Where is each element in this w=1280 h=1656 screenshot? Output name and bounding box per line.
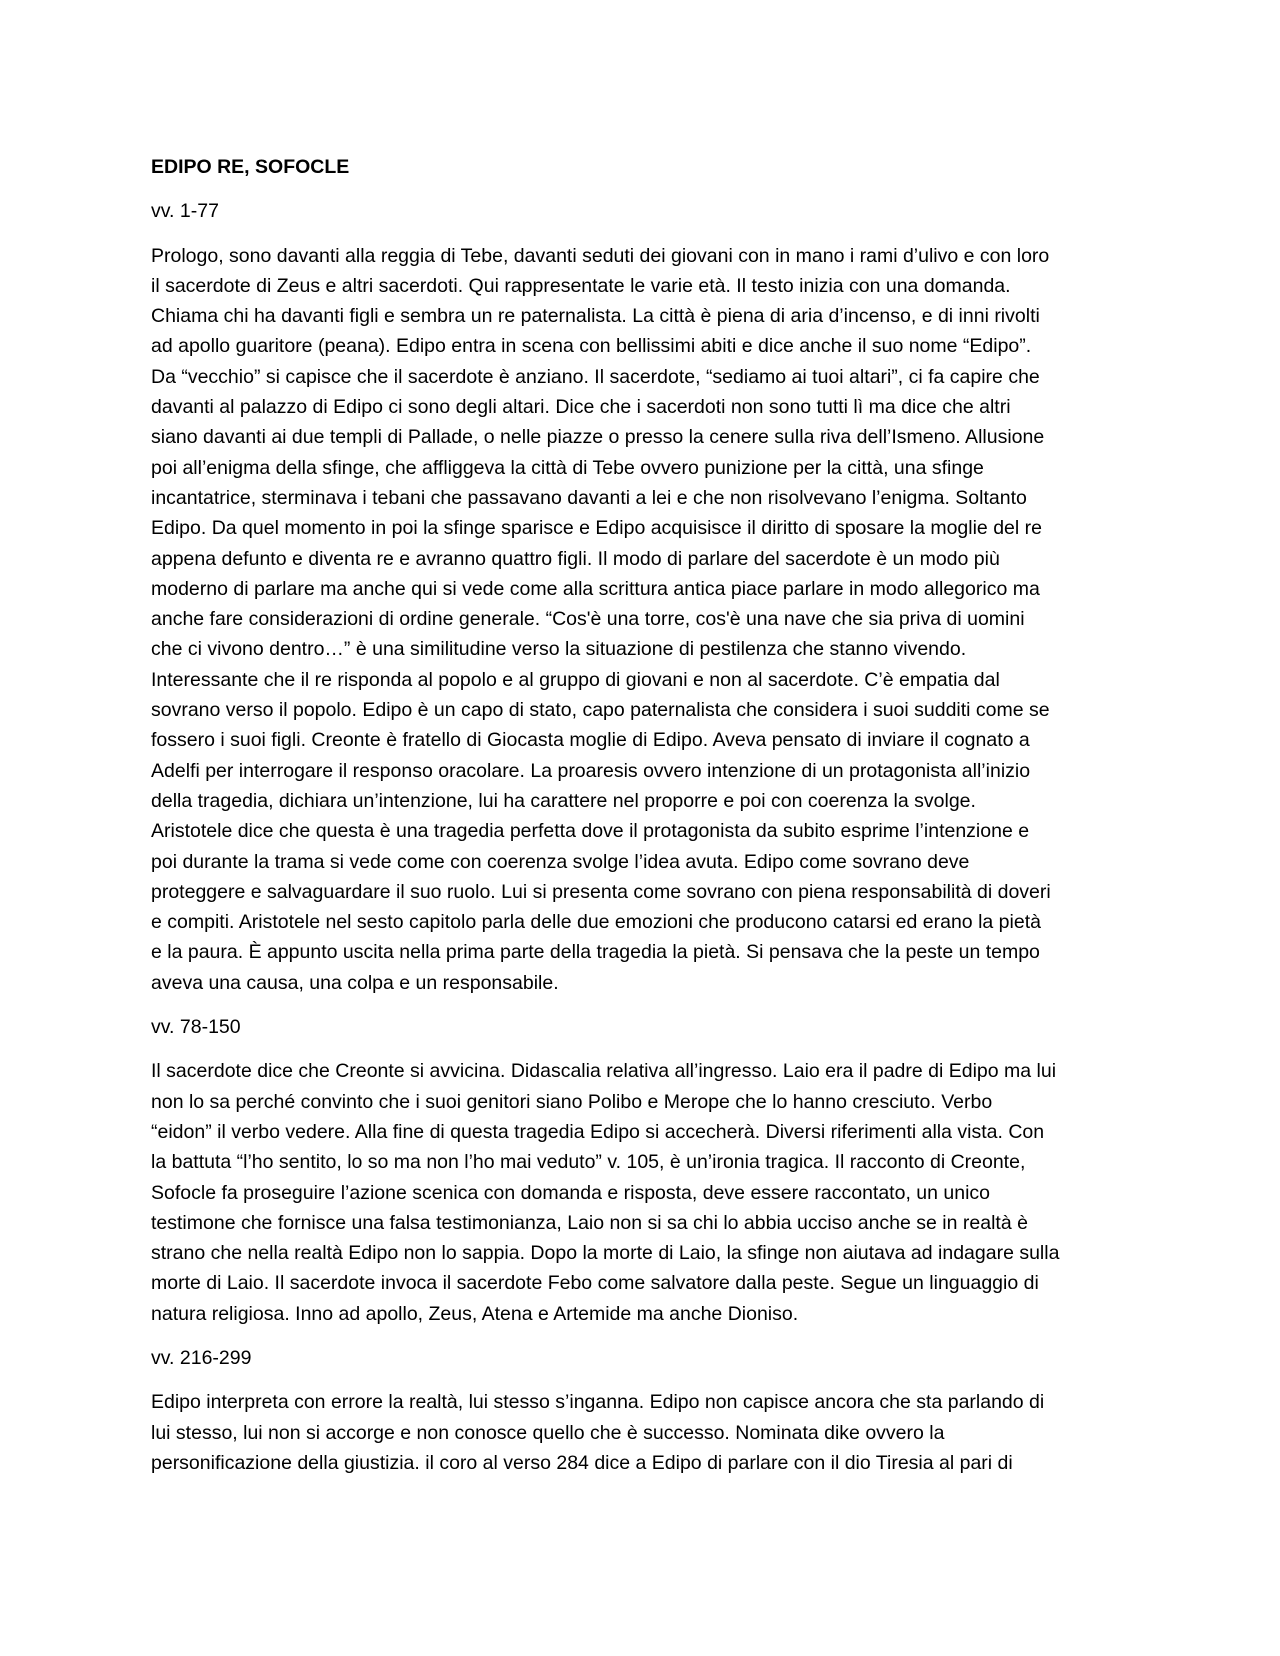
text-line: Interessante che il re risponda al popolo e al gruppo di giovani e non al sacerdote. C’è empatia dal	[151, 668, 1000, 691]
text-line: Sofocle fa proseguire l’azione scenica con domanda e risposta, deve essere raccontato, un unico	[151, 1181, 991, 1204]
text-line: siano davanti ai due templi di Pallade, o nelle piazze o presso la cenere sulla riva dell’Ismeno. Allusione	[151, 426, 1045, 449]
text-line: Chiama chi ha davanti figli e sembra un re paternalista. La città è piena di aria d’incenso, e di inni rivolti	[151, 305, 1040, 328]
text-line: ad apollo guaritore (peana). Edipo entra in scena con bellissimi abiti e dice anche il suo nome “Edipo”.	[151, 335, 1032, 358]
text-line: anche fare considerazioni di ordine generale. “Cos'è una torre, cos'è una nave che sia priva di uomini	[151, 608, 1025, 631]
text-line: testimone che fornisce una falsa testimonianza, Laio non si sa chi lo abbia ucciso anche se in realtà è	[151, 1211, 1028, 1234]
text-line: la battuta “l’ho sentito, lo so ma non l’ho mai veduto” v. 105, è un’ironia tragica. Il racconto di Creonte,	[151, 1151, 1026, 1174]
text-line: poi all’enigma della sfinge, che affliggeva la città di Tebe ovvero punizione per la città, una sfinge	[151, 456, 984, 479]
text-line: Il sacerdote dice che Creonte si avvicina. Didascalia relativa all’ingresso. Laio era il padre di Edipo ma lui	[151, 1060, 1057, 1083]
text-line: Edipo interpreta con errore la realtà, lui stesso s’inganna. Edipo non capisce ancora che sta parlando di	[151, 1391, 1045, 1414]
text-line: e compiti. Aristotele nel sesto capitolo parla delle due emozioni che producono catarsi ed erano la pietà	[151, 911, 1041, 934]
text-line: il sacerdote di Zeus e altri sacerdoti. Qui rappresentate le varie età. Il testo inizia con una domanda.	[151, 274, 1011, 297]
text-line: sovrano verso il popolo. Edipo è un capo di stato, capo paternalista che considera i suoi sudditi come se	[151, 699, 1050, 722]
text-line: Prologo, sono davanti alla reggia di Tebe, davanti seduti dei giovani con in mano i rami d’ulivo e con loro	[151, 244, 1050, 267]
text-line: morte di Laio. Il sacerdote invoca il sacerdote Febo come salvatore dalla peste. Segue un linguaggio di	[151, 1272, 1039, 1295]
section-verses-1: vv. 1-77	[151, 200, 219, 223]
text-line: proteggere e salvaguardare il suo ruolo. Lui si presenta come sovrano con piena responsabilità di doveri	[151, 880, 1051, 903]
text-line: che ci vivono dentro…” è una similitudine verso la situazione di pestilenza che stanno vivendo.	[151, 638, 967, 661]
text-line: personificazione della giustizia. il coro al verso 284 dice a Edipo di parlare con il dio Tiresia al pari di	[151, 1451, 1013, 1474]
text-line: e la paura. È appunto uscita nella prima parte della tragedia la pietà. Si pensava che la peste un tempo	[151, 941, 1040, 964]
text-line: moderno di parlare ma anche qui si vede come alla scrittura antica piace parlare in modo allegorico ma	[151, 577, 1040, 600]
text-line: strano che nella realtà Edipo non lo sappia. Dopo la morte di Laio, la sfinge non aiutava ad indagare sulla	[151, 1242, 1060, 1265]
text-line: aveva una causa, una colpa e un responsabile.	[151, 971, 559, 994]
section-verses-2: vv. 78-150	[151, 1016, 241, 1039]
text-line: fossero i suoi figli. Creonte è fratello di Giocasta moglie di Edipo. Aveva pensato di inviare il cognato a	[151, 729, 1030, 752]
text-line: lui stesso, lui non si accorge e non conosce quello che è successo. Nominata dike ovvero la	[151, 1421, 945, 1444]
text-line: appena defunto e diventa re e avranno quattro figli. Il modo di parlare del sacerdote è un modo più	[151, 547, 1000, 570]
section-paragraph-3	[151, 1387, 1131, 1478]
text-line: poi durante la trama si vede come con coerenza svolge l’idea avuta. Edipo come sovrano deve	[151, 850, 970, 873]
text-line: Adelfi per interrogare il responso oracolare. La proaresis ovvero intenzione di un protagonista all’inizio	[151, 759, 1031, 782]
section-paragraph-1	[151, 241, 1131, 998]
section-paragraph-2	[151, 1056, 1131, 1329]
text-line: incantatrice, sterminava i tebani che passavano davanti a lei e che non risolvevano l’enigma. Soltanto	[151, 486, 1027, 509]
section-verses-3: vv. 216-299	[151, 1346, 252, 1369]
text-line: Aristotele dice che questa è una tragedia perfetta dove il protagonista da subito esprime l’intenzione e	[151, 820, 1030, 843]
text-line: “eidon” il verbo vedere. Alla fine di questa tragedia Edipo si accecherà. Diversi riferimenti alla vista. Con	[151, 1120, 1045, 1143]
text-line: davanti al palazzo di Edipo ci sono degli altari. Dice che i sacerdoti non sono tutti lì ma dice che altri	[151, 396, 1011, 419]
text-line: non lo sa perché convinto che i suoi genitori siano Polibo e Merope che lo hanno cresciuto. Verbo	[151, 1090, 993, 1113]
text-line: natura religiosa. Inno ad apollo, Zeus, Atena e Artemide ma anche Dioniso.	[151, 1302, 799, 1325]
text-line: della tragedia, dichiara un’intenzione, lui ha carattere nel proporre e poi con coerenza la svolge.	[151, 789, 976, 812]
text-line: Edipo. Da quel momento in poi la sfinge sparisce e Edipo acquisisce il diritto di sposare la moglie del re	[151, 517, 1042, 540]
document-title: EDIPO RE, SOFOCLE	[151, 156, 350, 178]
text-line: Da “vecchio” si capisce che il sacerdote è anziano. Il sacerdote, “sediamo ai tuoi altari”, ci fa capire che	[151, 365, 1040, 388]
document-page	[151, 152, 1131, 1492]
